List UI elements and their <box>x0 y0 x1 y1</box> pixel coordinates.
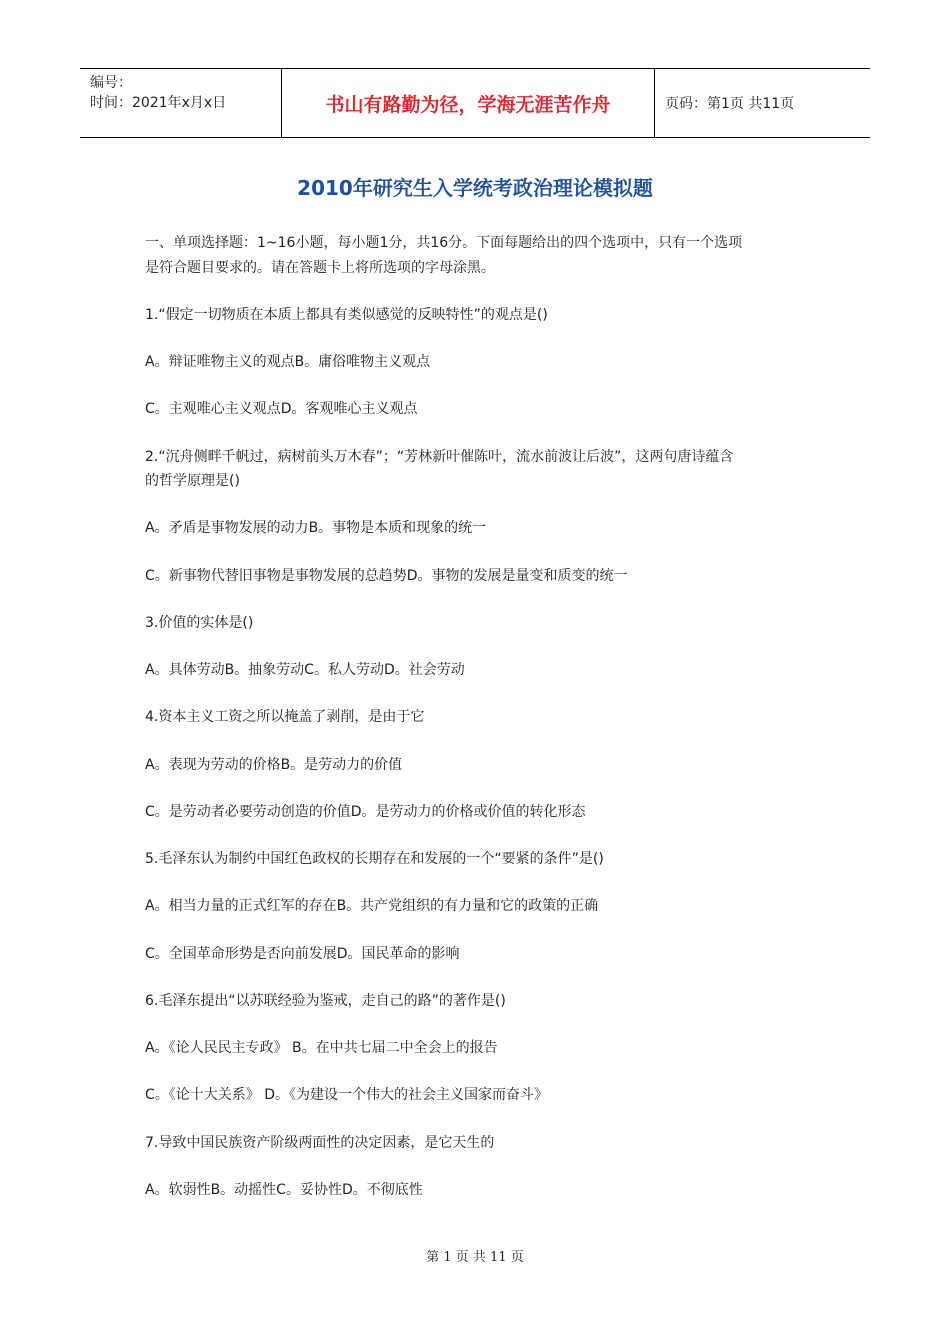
question-2: 2.“沉舟侧畔千帆过，病树前头万木春”；“芳林新叶催陈叶，流水前波让后波”，这两句唐诗蕴含 <box>145 449 734 465</box>
option-line: C。《论十大关系》 D。《为建设一个伟大的社会主义国家而奋斗》 <box>145 1087 549 1103</box>
header-meta <box>80 69 282 137</box>
option-line: A。矛盾是事物发展的动力B。事物是本质和现象的统一 <box>145 520 487 536</box>
option-line: A。软弱性B。动摇性C。妥协性D。不彻底性 <box>145 1182 423 1198</box>
question-4: 4.资本主义工资之所以掩盖了剥削，是由于它 <box>145 709 425 725</box>
time-label: 时间：2021年x月x日 <box>90 95 227 111</box>
option-line: C。是劳动者必要劳动创造的价值D。是劳动力的价格或价值的转化形态 <box>145 804 586 820</box>
option-line: A。辩证唯物主义的观点B。庸俗唯物主义观点 <box>145 354 431 370</box>
question-2-cont: 的哲学原理是() <box>145 473 240 489</box>
question-5: 5.毛泽东认为制约中国红色政权的长期存在和发展的一个“要紧的条件”是() <box>145 851 604 867</box>
option-line: A。表现为劳动的价格B。是劳动力的价值 <box>145 757 403 773</box>
option-line: C。主观唯心主义观点D。客观唯心主义观点 <box>145 401 418 417</box>
header-motto: 书山有路勤为径，学海无涯苦作舟 <box>282 69 655 137</box>
option-line: A。《论人民民主专政》 B。在中共七届二中全会上的报告 <box>145 1040 498 1056</box>
header-page-info: 页码：第1页 共11页 <box>665 96 795 112</box>
page-header <box>80 68 870 138</box>
question-3: 3.价值的实体是() <box>145 615 254 631</box>
option-line: A。具体劳动B。抽象劳动C。私人劳动D。社会劳动 <box>145 662 465 678</box>
document-title: 2010年研究生入学统考政治理论模拟题 <box>297 176 653 200</box>
number-label: 编号： <box>90 75 132 91</box>
intro-line-1: 一、单项选择题：1~16小题，每小题1分，共16分。下面每题给出的四个选项中，只有一个选项 <box>145 235 743 251</box>
question-1: 1.“假定一切物质在本质上都具有类似感觉的反映特性”的观点是() <box>145 307 548 323</box>
question-7: 7.导致中国民族资产阶级两面性的决定因素，是它天生的 <box>145 1135 495 1151</box>
option-line: C。新事物代替旧事物是事物发展的总趋势D。事物的发展是量变和质变的统一 <box>145 568 628 584</box>
option-line: C。全国革命形势是否向前发展D。国民革命的影响 <box>145 946 460 962</box>
option-line: A。相当力量的正式红军的存在B。共产党组织的有力量和它的政策的正确 <box>145 898 599 914</box>
intro-line-2: 是符合题目要求的。请在答题卡上将所选项的字母涂黑。 <box>145 260 495 276</box>
question-6: 6.毛泽东提出“以苏联经验为鉴戒，走自己的路”的著作是() <box>145 993 506 1009</box>
page-footer: 第 1 页 共 11 页 <box>426 1250 524 1265</box>
